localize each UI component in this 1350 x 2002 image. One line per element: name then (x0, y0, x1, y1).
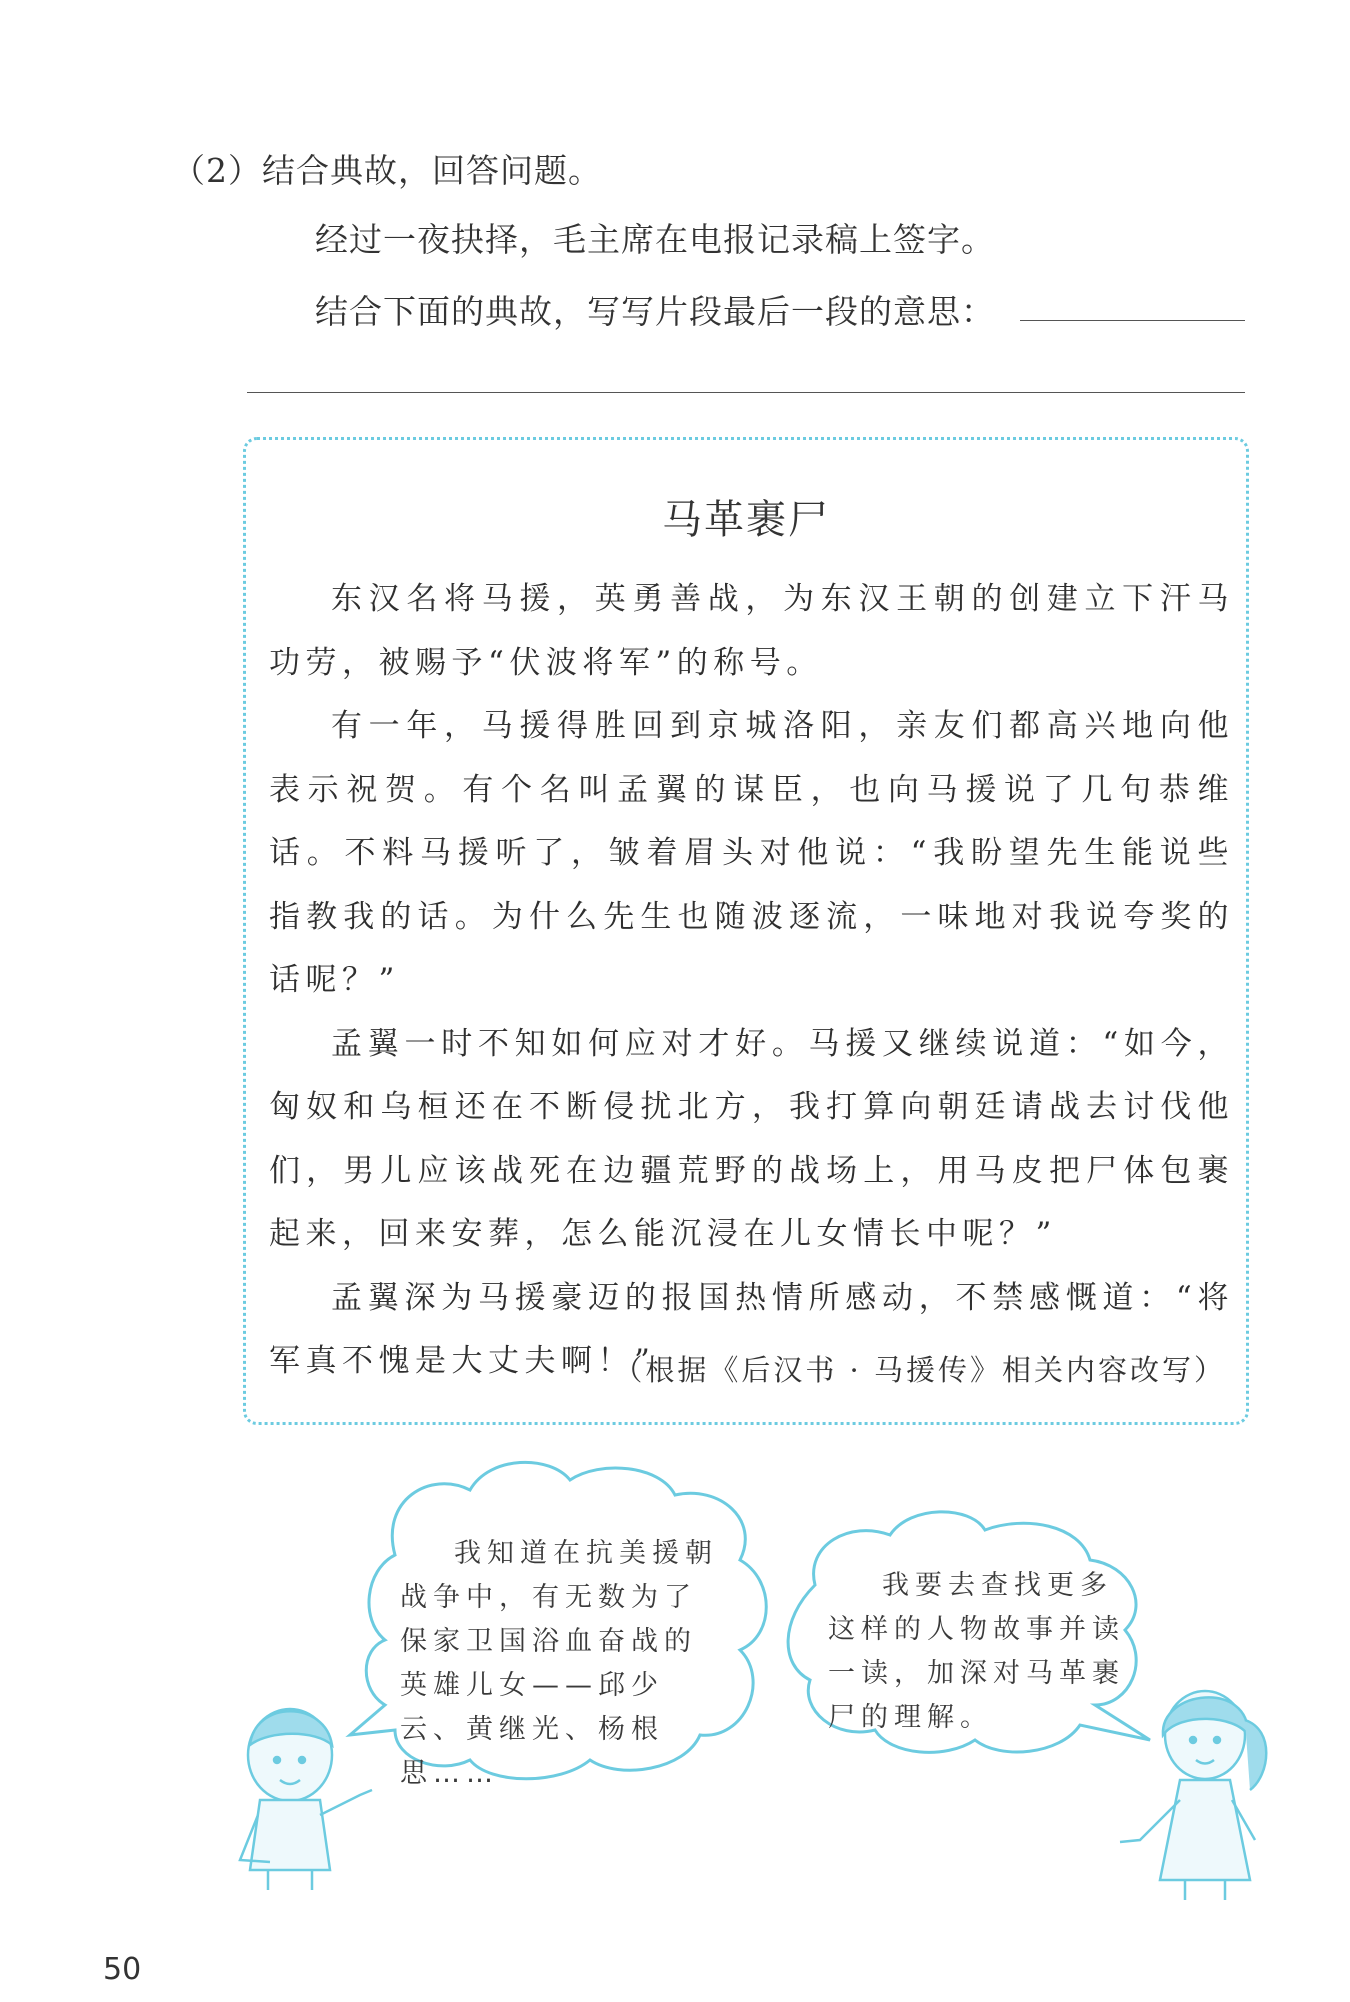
speech-text: 我知道在抗美援朝战争中，有无数为了保家卫国浴血奋战的英雄儿女——邱少云、黄继光、杨根思…… (400, 1538, 718, 1789)
story-paragraph: 东汉名将马援，英勇善战，为东汉王朝的创建立下汗马功劳，被赐予“伏波将军”的称号。 (269, 581, 1234, 681)
story-paragraph: 孟翼一时不知如何应对才好。马援又继续说道：“如今，匈奴和乌桓还在不断侵扰北方，我打算向朝廷请战去讨伐他们，男儿应该战死在边疆荒野的战场上，用马皮把尸体包裹起来，回来安葬，怎么能沉浸在儿女情长中呢？” (269, 1025, 1234, 1252)
right-speech-text (828, 1564, 1128, 1740)
story-paragraph: 有一年，马援得胜回到京城洛阳，亲友们都高兴地向他表示祝贺。有个名叫孟翼的谋臣，也向马援说了几句恭维话。不料马援听了，皱着眉头对他说：“我盼望先生能说些指教我的话。为什么先生也随波逐流，一味地对我说夸奖的话呢？” (269, 708, 1234, 998)
question-heading: （2）结合典故，回答问题。 (172, 151, 602, 190)
girl-illustration (1120, 1691, 1266, 1900)
page-number: 50 (103, 1952, 142, 1987)
speech-text: 我要去查找更多这样的人物故事并读一读，加深对马革裹尸的理解。 (828, 1570, 1125, 1733)
story-paragraph: 孟翼深为马援豪迈的报国热情所感动，不禁感慨道：“将军真不愧是大丈夫啊！” (269, 1279, 1234, 1379)
left-speech-text (400, 1532, 720, 1796)
story-source: （根据《后汉书 · 马援传》相关内容改写） (613, 1353, 1226, 1387)
story-title: 马革裹尸 (662, 497, 830, 543)
question-prompt: 结合下面的典故，写写片段最后一段的意思： (315, 292, 995, 331)
question-sentence: 经过一夜抉择，毛主席在电报记录稿上签字。 (315, 220, 995, 259)
